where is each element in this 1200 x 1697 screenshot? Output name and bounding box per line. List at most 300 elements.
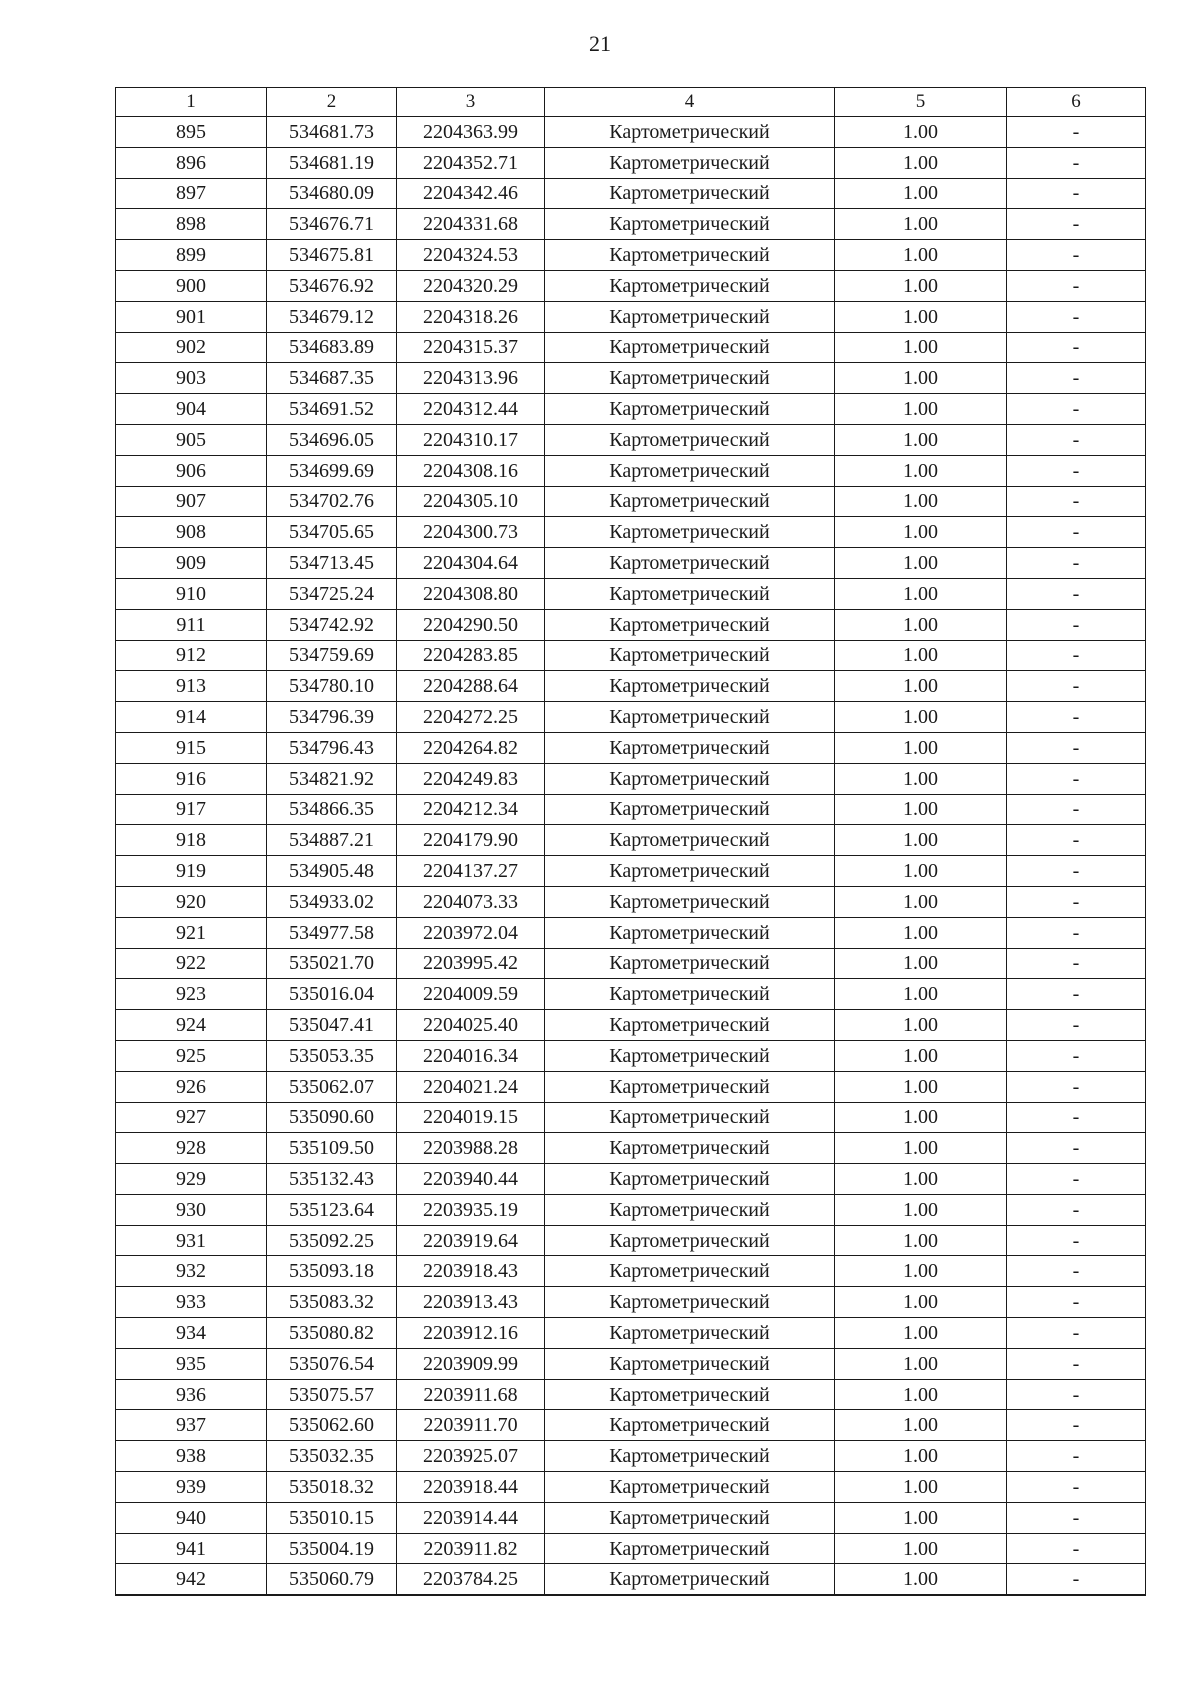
- x-coordinate-cell: 535062.60: [267, 1410, 397, 1441]
- description-cell: -: [1007, 394, 1146, 425]
- description-cell: -: [1007, 979, 1146, 1010]
- x-coordinate-cell: 535083.32: [267, 1287, 397, 1318]
- x-coordinate-cell: 534796.43: [267, 732, 397, 763]
- accuracy-cell: 1.00: [835, 825, 1007, 856]
- table-row: [116, 1533, 1146, 1564]
- method-cell: Картометрический: [545, 917, 835, 948]
- y-coordinate-cell: 2204019.15: [397, 1102, 545, 1133]
- accuracy-cell: 1.00: [835, 240, 1007, 271]
- method-cell: Картометрический: [545, 948, 835, 979]
- x-coordinate-cell: 534681.19: [267, 147, 397, 178]
- method-cell: Картометрический: [545, 1225, 835, 1256]
- y-coordinate-cell: 2203972.04: [397, 917, 545, 948]
- method-cell: Картометрический: [545, 1071, 835, 1102]
- y-coordinate-cell: 2203911.82: [397, 1533, 545, 1564]
- accuracy-cell: 1.00: [835, 332, 1007, 363]
- description-cell: -: [1007, 609, 1146, 640]
- point-number-cell: 938: [116, 1441, 267, 1472]
- x-coordinate-cell: 535021.70: [267, 948, 397, 979]
- method-cell: Картометрический: [545, 209, 835, 240]
- point-number-cell: 905: [116, 424, 267, 455]
- y-coordinate-cell: 2204264.82: [397, 732, 545, 763]
- description-cell: -: [1007, 486, 1146, 517]
- y-coordinate-cell: 2204324.53: [397, 240, 545, 271]
- point-number-cell: 936: [116, 1379, 267, 1410]
- header-cell-1: 1: [116, 88, 267, 117]
- coordinates-table: [115, 87, 1146, 1596]
- accuracy-cell: 1.00: [835, 1287, 1007, 1318]
- x-coordinate-cell: 534977.58: [267, 917, 397, 948]
- method-cell: Картометрический: [545, 1348, 835, 1379]
- accuracy-cell: 1.00: [835, 702, 1007, 733]
- x-coordinate-cell: 535032.35: [267, 1441, 397, 1472]
- accuracy-cell: 1.00: [835, 1256, 1007, 1287]
- accuracy-cell: 1.00: [835, 1225, 1007, 1256]
- point-number-cell: 933: [116, 1287, 267, 1318]
- y-coordinate-cell: 2203935.19: [397, 1194, 545, 1225]
- method-cell: Картометрический: [545, 886, 835, 917]
- x-coordinate-cell: 535090.60: [267, 1102, 397, 1133]
- x-coordinate-cell: 534933.02: [267, 886, 397, 917]
- x-coordinate-cell: 535053.35: [267, 1040, 397, 1071]
- header-row: [116, 88, 1146, 117]
- description-cell: -: [1007, 763, 1146, 794]
- method-cell: Картометрический: [545, 1010, 835, 1041]
- point-number-cell: 924: [116, 1010, 267, 1041]
- x-coordinate-cell: 534683.89: [267, 332, 397, 363]
- table-row: [116, 948, 1146, 979]
- point-number-cell: 930: [116, 1194, 267, 1225]
- method-cell: Картометрический: [545, 178, 835, 209]
- x-coordinate-cell: 535076.54: [267, 1348, 397, 1379]
- method-cell: Картометрический: [545, 578, 835, 609]
- x-coordinate-cell: 535018.32: [267, 1472, 397, 1503]
- description-cell: -: [1007, 856, 1146, 887]
- accuracy-cell: 1.00: [835, 732, 1007, 763]
- description-cell: -: [1007, 1071, 1146, 1102]
- accuracy-cell: 1.00: [835, 363, 1007, 394]
- table-row: [116, 332, 1146, 363]
- x-coordinate-cell: 535060.79: [267, 1564, 397, 1595]
- description-cell: -: [1007, 1441, 1146, 1472]
- point-number-cell: 929: [116, 1164, 267, 1195]
- x-coordinate-cell: 534866.35: [267, 794, 397, 825]
- point-number-cell: 940: [116, 1502, 267, 1533]
- x-coordinate-cell: 535047.41: [267, 1010, 397, 1041]
- point-number-cell: 937: [116, 1410, 267, 1441]
- y-coordinate-cell: 2203919.64: [397, 1225, 545, 1256]
- description-cell: -: [1007, 1194, 1146, 1225]
- x-coordinate-cell: 535075.57: [267, 1379, 397, 1410]
- y-coordinate-cell: 2204290.50: [397, 609, 545, 640]
- point-number-cell: 928: [116, 1133, 267, 1164]
- point-number-cell: 907: [116, 486, 267, 517]
- description-cell: -: [1007, 1287, 1146, 1318]
- y-coordinate-cell: 2204352.71: [397, 147, 545, 178]
- description-cell: -: [1007, 548, 1146, 579]
- y-coordinate-cell: 2203784.25: [397, 1564, 545, 1595]
- y-coordinate-cell: 2203925.07: [397, 1441, 545, 1472]
- y-coordinate-cell: 2204308.80: [397, 578, 545, 609]
- y-coordinate-cell: 2204016.34: [397, 1040, 545, 1071]
- table-row: [116, 1472, 1146, 1503]
- point-number-cell: 935: [116, 1348, 267, 1379]
- method-cell: Картометрический: [545, 486, 835, 517]
- accuracy-cell: 1.00: [835, 1071, 1007, 1102]
- y-coordinate-cell: 2203988.28: [397, 1133, 545, 1164]
- method-cell: Картометрический: [545, 856, 835, 887]
- x-coordinate-cell: 534676.92: [267, 270, 397, 301]
- table-row: [116, 486, 1146, 517]
- method-cell: Картометрический: [545, 979, 835, 1010]
- accuracy-cell: 1.00: [835, 1194, 1007, 1225]
- point-number-cell: 923: [116, 979, 267, 1010]
- y-coordinate-cell: 2203913.43: [397, 1287, 545, 1318]
- y-coordinate-cell: 2204249.83: [397, 763, 545, 794]
- table-row: [116, 979, 1146, 1010]
- method-cell: Картометрический: [545, 1502, 835, 1533]
- description-cell: -: [1007, 363, 1146, 394]
- y-coordinate-cell: 2203995.42: [397, 948, 545, 979]
- table-row: [116, 763, 1146, 794]
- y-coordinate-cell: 2204073.33: [397, 886, 545, 917]
- method-cell: Картометрический: [545, 332, 835, 363]
- table-row: [116, 301, 1146, 332]
- table-header: [116, 88, 1146, 117]
- accuracy-cell: 1.00: [835, 1533, 1007, 1564]
- y-coordinate-cell: 2204313.96: [397, 363, 545, 394]
- description-cell: -: [1007, 732, 1146, 763]
- header-cell-6: 6: [1007, 88, 1146, 117]
- point-number-cell: 903: [116, 363, 267, 394]
- description-cell: -: [1007, 1502, 1146, 1533]
- y-coordinate-cell: 2204363.99: [397, 117, 545, 148]
- description-cell: -: [1007, 240, 1146, 271]
- method-cell: Картометрический: [545, 455, 835, 486]
- point-number-cell: 919: [116, 856, 267, 887]
- table-row: [116, 886, 1146, 917]
- accuracy-cell: 1.00: [835, 270, 1007, 301]
- x-coordinate-cell: 534887.21: [267, 825, 397, 856]
- description-cell: -: [1007, 209, 1146, 240]
- table-row: [116, 455, 1146, 486]
- point-number-cell: 941: [116, 1533, 267, 1564]
- table-row: [116, 1318, 1146, 1349]
- table-row: [116, 1102, 1146, 1133]
- table-row: [116, 517, 1146, 548]
- accuracy-cell: 1.00: [835, 301, 1007, 332]
- description-cell: -: [1007, 455, 1146, 486]
- page-number: 21: [589, 31, 611, 56]
- y-coordinate-cell: 2204300.73: [397, 517, 545, 548]
- y-coordinate-cell: 2204304.64: [397, 548, 545, 579]
- y-coordinate-cell: 2203914.44: [397, 1502, 545, 1533]
- description-cell: -: [1007, 270, 1146, 301]
- accuracy-cell: 1.00: [835, 486, 1007, 517]
- y-coordinate-cell: 2204320.29: [397, 270, 545, 301]
- table-row: [116, 794, 1146, 825]
- description-cell: -: [1007, 640, 1146, 671]
- accuracy-cell: 1.00: [835, 763, 1007, 794]
- point-number-cell: 934: [116, 1318, 267, 1349]
- point-number-cell: 913: [116, 671, 267, 702]
- table-row: [116, 856, 1146, 887]
- description-cell: -: [1007, 886, 1146, 917]
- table-row: [116, 548, 1146, 579]
- method-cell: Картометрический: [545, 1379, 835, 1410]
- table-row: [116, 1564, 1146, 1595]
- point-number-cell: 931: [116, 1225, 267, 1256]
- accuracy-cell: 1.00: [835, 1564, 1007, 1595]
- x-coordinate-cell: 535109.50: [267, 1133, 397, 1164]
- y-coordinate-cell: 2204025.40: [397, 1010, 545, 1041]
- x-coordinate-cell: 535123.64: [267, 1194, 397, 1225]
- x-coordinate-cell: 534676.71: [267, 209, 397, 240]
- table-row: [116, 1348, 1146, 1379]
- description-cell: -: [1007, 147, 1146, 178]
- point-number-cell: 906: [116, 455, 267, 486]
- accuracy-cell: 1.00: [835, 1379, 1007, 1410]
- description-cell: -: [1007, 671, 1146, 702]
- y-coordinate-cell: 2203911.70: [397, 1410, 545, 1441]
- point-number-cell: 910: [116, 578, 267, 609]
- description-cell: -: [1007, 1533, 1146, 1564]
- method-cell: Картометрический: [545, 1318, 835, 1349]
- method-cell: Картометрический: [545, 1040, 835, 1071]
- point-number-cell: 939: [116, 1472, 267, 1503]
- method-cell: Картометрический: [545, 1194, 835, 1225]
- description-cell: -: [1007, 948, 1146, 979]
- description-cell: -: [1007, 1040, 1146, 1071]
- method-cell: Картометрический: [545, 117, 835, 148]
- description-cell: -: [1007, 424, 1146, 455]
- x-coordinate-cell: 535016.04: [267, 979, 397, 1010]
- point-number-cell: 925: [116, 1040, 267, 1071]
- description-cell: -: [1007, 825, 1146, 856]
- table-row: [116, 209, 1146, 240]
- method-cell: Картометрический: [545, 732, 835, 763]
- accuracy-cell: 1.00: [835, 178, 1007, 209]
- x-coordinate-cell: 534713.45: [267, 548, 397, 579]
- description-cell: -: [1007, 1256, 1146, 1287]
- description-cell: -: [1007, 1472, 1146, 1503]
- description-cell: -: [1007, 917, 1146, 948]
- x-coordinate-cell: 535010.15: [267, 1502, 397, 1533]
- method-cell: Картометрический: [545, 763, 835, 794]
- x-coordinate-cell: 535062.07: [267, 1071, 397, 1102]
- y-coordinate-cell: 2204179.90: [397, 825, 545, 856]
- method-cell: Картометрический: [545, 424, 835, 455]
- y-coordinate-cell: 2204021.24: [397, 1071, 545, 1102]
- x-coordinate-cell: 535093.18: [267, 1256, 397, 1287]
- table-row: [116, 424, 1146, 455]
- method-cell: Картометрический: [545, 825, 835, 856]
- method-cell: Картометрический: [545, 794, 835, 825]
- table-row: [116, 1194, 1146, 1225]
- accuracy-cell: 1.00: [835, 1441, 1007, 1472]
- accuracy-cell: 1.00: [835, 917, 1007, 948]
- point-number-cell: 917: [116, 794, 267, 825]
- point-number-cell: 922: [116, 948, 267, 979]
- method-cell: Картометрический: [545, 640, 835, 671]
- accuracy-cell: 1.00: [835, 886, 1007, 917]
- accuracy-cell: 1.00: [835, 424, 1007, 455]
- method-cell: Картометрический: [545, 1533, 835, 1564]
- point-number-cell: 918: [116, 825, 267, 856]
- y-coordinate-cell: 2204288.64: [397, 671, 545, 702]
- description-cell: -: [1007, 301, 1146, 332]
- method-cell: Картометрический: [545, 671, 835, 702]
- table-row: [116, 394, 1146, 425]
- description-cell: -: [1007, 578, 1146, 609]
- point-number-cell: 926: [116, 1071, 267, 1102]
- description-cell: -: [1007, 1410, 1146, 1441]
- table-row: [116, 363, 1146, 394]
- method-cell: Картометрический: [545, 548, 835, 579]
- accuracy-cell: 1.00: [835, 1164, 1007, 1195]
- method-cell: Картометрический: [545, 1133, 835, 1164]
- method-cell: Картометрический: [545, 609, 835, 640]
- table-row: [116, 1225, 1146, 1256]
- point-number-cell: 921: [116, 917, 267, 948]
- description-cell: -: [1007, 1564, 1146, 1595]
- y-coordinate-cell: 2204137.27: [397, 856, 545, 887]
- accuracy-cell: 1.00: [835, 209, 1007, 240]
- y-coordinate-cell: 2203912.16: [397, 1318, 545, 1349]
- method-cell: Картометрический: [545, 240, 835, 271]
- point-number-cell: 911: [116, 609, 267, 640]
- accuracy-cell: 1.00: [835, 640, 1007, 671]
- method-cell: Картометрический: [545, 517, 835, 548]
- table-row: [116, 1410, 1146, 1441]
- point-number-cell: 942: [116, 1564, 267, 1595]
- table-row: [116, 578, 1146, 609]
- table-row: [116, 1164, 1146, 1195]
- y-coordinate-cell: 2204342.46: [397, 178, 545, 209]
- method-cell: Картометрический: [545, 394, 835, 425]
- accuracy-cell: 1.00: [835, 117, 1007, 148]
- accuracy-cell: 1.00: [835, 1472, 1007, 1503]
- method-cell: Картометрический: [545, 147, 835, 178]
- point-number-cell: 897: [116, 178, 267, 209]
- x-coordinate-cell: 534702.76: [267, 486, 397, 517]
- x-coordinate-cell: 534821.92: [267, 763, 397, 794]
- y-coordinate-cell: 2204305.10: [397, 486, 545, 517]
- accuracy-cell: 1.00: [835, 517, 1007, 548]
- x-coordinate-cell: 534742.92: [267, 609, 397, 640]
- point-number-cell: 896: [116, 147, 267, 178]
- x-coordinate-cell: 534687.35: [267, 363, 397, 394]
- description-cell: -: [1007, 1164, 1146, 1195]
- description-cell: -: [1007, 1379, 1146, 1410]
- description-cell: -: [1007, 1102, 1146, 1133]
- accuracy-cell: 1.00: [835, 609, 1007, 640]
- point-number-cell: 899: [116, 240, 267, 271]
- accuracy-cell: 1.00: [835, 1102, 1007, 1133]
- x-coordinate-cell: 534679.12: [267, 301, 397, 332]
- accuracy-cell: 1.00: [835, 948, 1007, 979]
- accuracy-cell: 1.00: [835, 548, 1007, 579]
- table-row: [116, 917, 1146, 948]
- method-cell: Картометрический: [545, 1564, 835, 1595]
- x-coordinate-cell: 534691.52: [267, 394, 397, 425]
- x-coordinate-cell: 535132.43: [267, 1164, 397, 1195]
- description-cell: -: [1007, 178, 1146, 209]
- y-coordinate-cell: 2204315.37: [397, 332, 545, 363]
- x-coordinate-cell: 534681.73: [267, 117, 397, 148]
- table-row: [116, 1287, 1146, 1318]
- point-number-cell: 914: [116, 702, 267, 733]
- description-cell: -: [1007, 117, 1146, 148]
- y-coordinate-cell: 2204310.17: [397, 424, 545, 455]
- accuracy-cell: 1.00: [835, 1410, 1007, 1441]
- point-number-cell: 915: [116, 732, 267, 763]
- table-row: [116, 178, 1146, 209]
- accuracy-cell: 1.00: [835, 979, 1007, 1010]
- y-coordinate-cell: 2204331.68: [397, 209, 545, 240]
- method-cell: Картометрический: [545, 702, 835, 733]
- method-cell: Картометрический: [545, 1410, 835, 1441]
- method-cell: Картометрический: [545, 270, 835, 301]
- accuracy-cell: 1.00: [835, 1040, 1007, 1071]
- y-coordinate-cell: 2204009.59: [397, 979, 545, 1010]
- table-row: [116, 640, 1146, 671]
- header-cell-5: 5: [835, 88, 1007, 117]
- x-coordinate-cell: 534696.05: [267, 424, 397, 455]
- table-row: [116, 1010, 1146, 1041]
- table-row: [116, 609, 1146, 640]
- header-cell-3: 3: [397, 88, 545, 117]
- method-cell: Картометрический: [545, 1102, 835, 1133]
- point-number-cell: 898: [116, 209, 267, 240]
- method-cell: Картометрический: [545, 1287, 835, 1318]
- description-cell: -: [1007, 1133, 1146, 1164]
- description-cell: -: [1007, 332, 1146, 363]
- table-row: [116, 117, 1146, 148]
- y-coordinate-cell: 2203911.68: [397, 1379, 545, 1410]
- table-row: [116, 1441, 1146, 1472]
- table-row: [116, 1502, 1146, 1533]
- table-row: [116, 147, 1146, 178]
- accuracy-cell: 1.00: [835, 856, 1007, 887]
- accuracy-cell: 1.00: [835, 147, 1007, 178]
- description-cell: -: [1007, 1348, 1146, 1379]
- method-cell: Картометрический: [545, 1164, 835, 1195]
- point-number-cell: 895: [116, 117, 267, 148]
- accuracy-cell: 1.00: [835, 455, 1007, 486]
- description-cell: -: [1007, 1010, 1146, 1041]
- table-row: [116, 1040, 1146, 1071]
- x-coordinate-cell: 535080.82: [267, 1318, 397, 1349]
- table-row: [116, 1379, 1146, 1410]
- point-number-cell: 909: [116, 548, 267, 579]
- x-coordinate-cell: 534680.09: [267, 178, 397, 209]
- accuracy-cell: 1.00: [835, 671, 1007, 702]
- header-cell-4: 4: [545, 88, 835, 117]
- y-coordinate-cell: 2203918.43: [397, 1256, 545, 1287]
- header-cell-2: 2: [267, 88, 397, 117]
- x-coordinate-cell: 534699.69: [267, 455, 397, 486]
- x-coordinate-cell: 534796.39: [267, 702, 397, 733]
- point-number-cell: 900: [116, 270, 267, 301]
- point-number-cell: 902: [116, 332, 267, 363]
- y-coordinate-cell: 2204312.44: [397, 394, 545, 425]
- x-coordinate-cell: 535092.25: [267, 1225, 397, 1256]
- point-number-cell: 916: [116, 763, 267, 794]
- x-coordinate-cell: 534780.10: [267, 671, 397, 702]
- table-row: [116, 270, 1146, 301]
- method-cell: Картометрический: [545, 363, 835, 394]
